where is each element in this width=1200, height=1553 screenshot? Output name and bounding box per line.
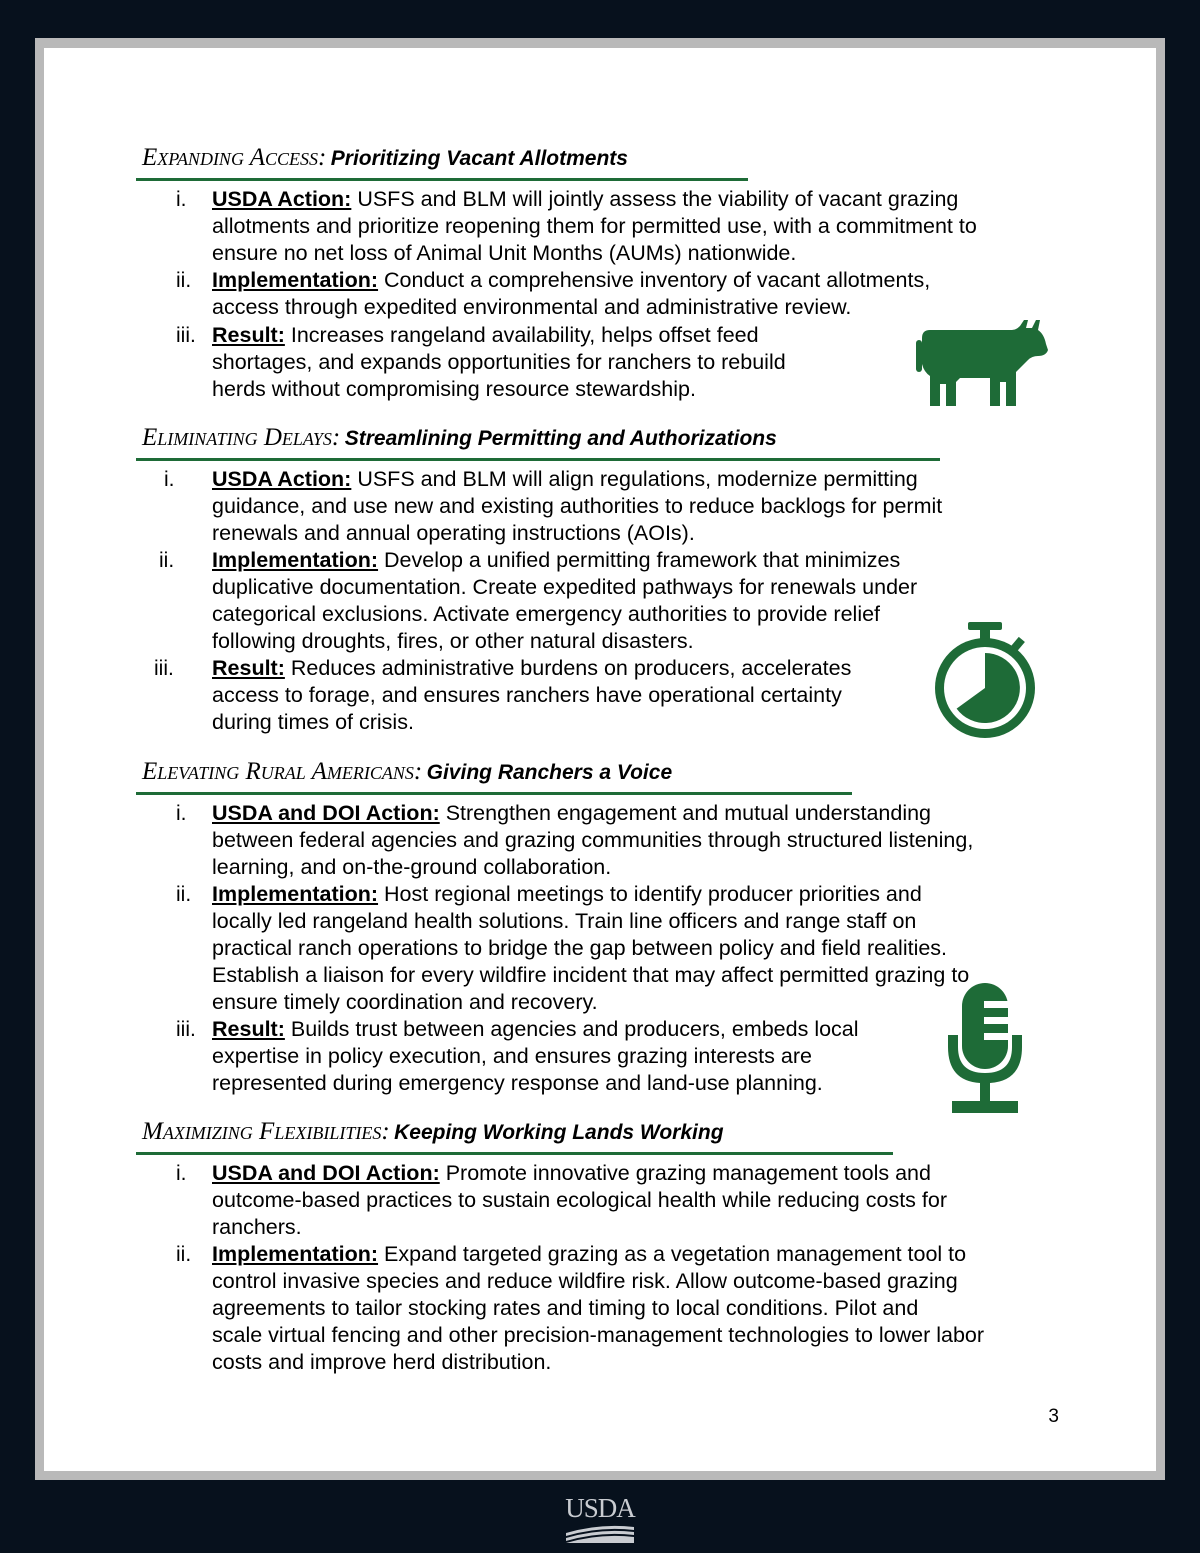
stopwatch-icon [930,622,1040,740]
item-number: i. [176,802,187,825]
heading-sub: Keeping Working Lands Working [394,1121,724,1144]
text-line: guidance, and use new and existing authorities to reduce backlogs for permit [212,494,943,518]
text-line: control invasive species and reduce wildfire risk. Allow outcome-based grazing [212,1269,958,1293]
item-text [212,267,930,321]
text-line: access to forage, and ensures ranchers have operational certainty [212,683,842,707]
text-line: renewals and annual operating instructions (AOIs). [212,521,695,545]
item-text [212,881,969,1016]
item-number: ii. [176,883,192,906]
item-text [212,1241,984,1376]
text-line: access through expedited environmental and administrative review. [212,295,852,319]
heading-sub: Streamlining Permitting and Authorizations [344,427,777,450]
text-line: represented during emergency response and land-use planning. [212,1071,823,1095]
item-label: USDA and DOI Action: [212,1161,440,1185]
text-line: USFS and BLM will jointly assess the viability of vacant grazing [351,187,959,211]
item-label: Implementation: [212,268,379,292]
item-label: USDA and DOI Action: [212,801,440,825]
item-text [212,1016,859,1097]
text-line: herds without compromising resource stewardship. [212,377,696,401]
item-number: i. [176,1162,187,1185]
text-line: Strengthen engagement and mutual understanding [439,801,932,825]
text-line: Develop a unified permitting framework that minimizes [378,548,901,572]
text-line: Expand targeted grazing as a vegetation management tool to [378,1242,967,1266]
item-number: i. [164,468,175,491]
text-line: Host regional meetings to identify producer priorities and [378,882,922,906]
text-line: outcome-based practices to sustain ecological health while reducing costs for [212,1188,947,1212]
text-line: ensure no net loss of Animal Unit Months (AUMs) nationwide. [212,241,797,265]
item-label: Implementation: [212,882,379,906]
item-number: ii. [176,1243,192,1266]
item-text [212,1160,947,1241]
item-label: Result: [212,323,285,347]
item-text [212,466,942,547]
text-line: practical ranch operations to bridge the gap between policy and field realities. [212,936,948,960]
item-label: Implementation: [212,548,379,572]
item-label: Result: [212,656,285,680]
item-number: iii. [176,1018,196,1041]
item-label: Implementation: [212,1242,379,1266]
text-line: Reduces administrative burdens on producers, accelerates [284,656,852,680]
text-line: USFS and BLM will align regulations, modernize permitting [351,467,918,491]
item-label: USDA Action: [212,467,352,491]
page-number: 3 [1048,1406,1059,1427]
text-line: scale virtual fencing and other precision-management technologies to lower labor [212,1323,985,1347]
item-number: ii. [176,269,192,292]
heading-sub: Giving Ranchers a Voice [426,761,673,784]
text-line: following droughts, fires, or other natural disasters. [212,629,694,653]
heading-sub: Prioritizing Vacant Allotments [330,147,628,170]
text-line: shortages, and expands opportunities for ranchers to rebuild [212,350,786,374]
heading-caps: Maximizing Flexibilities: [142,1118,390,1145]
item-text [212,186,977,267]
item-number: iii. [154,657,174,680]
section-heading [136,144,748,181]
microphone-icon [946,983,1024,1115]
section-heading [136,1118,893,1155]
text-line: Promote innovative grazing management tools and [439,1161,931,1185]
usda-logo [562,1493,638,1545]
item-label: Result: [212,1017,285,1041]
item-text [212,322,786,403]
document-page [44,48,1156,1471]
logo-text: USDA [565,1493,635,1523]
heading-caps: Elevating Rural Americans: [142,758,423,785]
heading-caps: Eliminating Delays: [142,424,341,451]
text-line: between federal agencies and grazing communities through structured listening, [212,828,974,852]
text-line: Increases rangeland availability, helps offset feed [284,323,759,347]
item-text [212,547,917,655]
section-heading [136,424,940,461]
item-text [212,800,973,881]
text-line: Establish a liaison for every wildfire incident that may affect permitted grazing to [212,963,970,987]
cow-icon [916,316,1050,408]
text-line: duplicative documentation. Create expedited pathways for renewals under [212,575,918,599]
text-line: locally led rangeland health solutions. Train line officers and range staff on [212,909,917,933]
text-line: expertise in policy execution, and ensures grazing interests are [212,1044,812,1068]
text-line: Builds trust between agencies and producers, embeds local [284,1017,859,1041]
item-text [212,655,851,736]
text-line: agreements to tailor stocking rates and timing to local conditions. Pilot and [212,1296,919,1320]
item-number: iii. [176,324,196,347]
text-line: allotments and prioritize reopening them for permitted use, with a commitment to [212,214,977,238]
logo-swoosh-icon [564,1523,636,1545]
item-number: ii. [159,549,175,572]
text-line: costs and improve herd distribution. [212,1350,552,1374]
section-heading [136,758,852,795]
heading-caps: Expanding Access: [142,144,327,171]
item-label: USDA Action: [212,187,352,211]
text-line: categorical exclusions. Activate emergency authorities to provide relief [212,602,881,626]
text-line: ranchers. [212,1215,302,1239]
text-line: during times of crisis. [212,710,414,734]
text-line: Conduct a comprehensive inventory of vacant allotments, [378,268,931,292]
text-line: ensure timely coordination and recovery. [212,990,598,1014]
item-number: i. [176,188,187,211]
text-line: learning, and on-the-ground collaboration. [212,855,612,879]
